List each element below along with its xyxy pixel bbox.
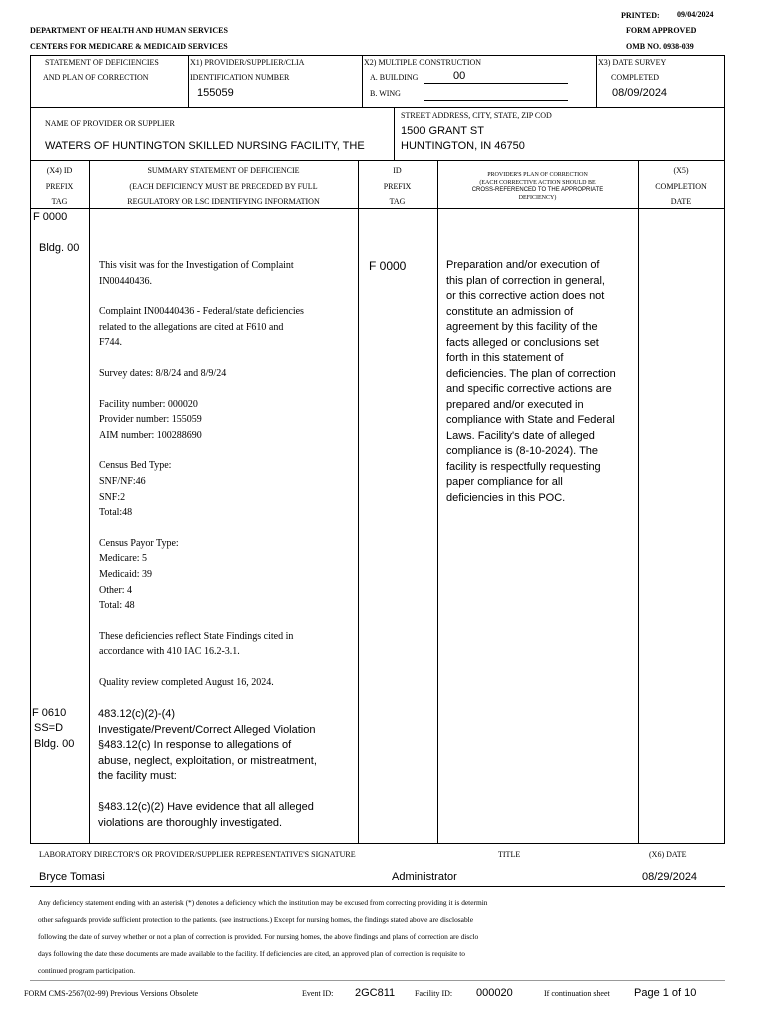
text-line: deficiencies. The plan of correction	[446, 367, 616, 380]
scope-severity: SS=D	[34, 722, 64, 734]
building-underline	[424, 83, 568, 84]
text-line: and specific corrective actions are	[446, 383, 612, 395]
text-line: IN00440436.	[99, 275, 153, 287]
col-rule-1	[89, 160, 90, 843]
paragraph	[99, 258, 354, 289]
provider-name: WATERS OF HUNTINGTON SKILLED NURSING FACILITY, THE	[45, 140, 365, 152]
text-line: prepared and/or executed in	[446, 398, 584, 411]
text-line: 483.12(c)(2)-(4)	[98, 708, 176, 720]
bldg-label-1: Bldg. 00	[39, 242, 80, 254]
text-line: abuse, neglect, exploitation, or mistreatment,	[98, 754, 317, 767]
text-line: Medicare: 5	[99, 553, 148, 565]
provider-id-number: 155059	[197, 87, 234, 99]
text-line: Survey dates: 8/8/24 and 8/9/24	[99, 367, 227, 379]
survey-completed-date: 08/09/2024	[612, 87, 668, 99]
text-line: These deficiencies reflect State Findings cited in	[99, 630, 294, 642]
text-line: Any deficiency statement ending with an asterisk (*) denotes a deficiency which the institution may be excused from correcting providing it is determin	[38, 898, 488, 907]
continuation-label: If continuation sheet	[544, 989, 610, 998]
text-line: Laws. Facility's date of alleged	[446, 429, 595, 442]
text-line: violations are thoroughly investigated.	[98, 816, 283, 829]
col3-header-1: ID	[393, 166, 402, 175]
text-line: Investigate/Prevent/Correct Alleged Violation	[98, 723, 316, 736]
address-label: STREET ADDRESS, CITY, STATE, ZIP COD	[401, 111, 552, 120]
top-box-left-rule	[30, 55, 31, 108]
statement-label-2: AND PLAN OF CORRECTION	[43, 73, 149, 82]
col2-header-3: REGULATORY OR LSC IDENTIFYING INFORMATION	[127, 197, 320, 206]
text-line: facts alleged or conclusions set	[446, 336, 599, 349]
omb-number: OMB NO. 0938-039	[626, 42, 694, 51]
provider-box-divider	[394, 107, 395, 161]
x2-label: X2) MULTIPLE CONSTRUCTION	[364, 58, 482, 67]
col1-header-3: TAG	[51, 197, 68, 206]
printed-label: PRINTED:	[621, 11, 660, 20]
paragraph	[99, 675, 354, 691]
building-label: A. BUILDING	[370, 73, 419, 82]
text-line: §483.12(c)(2) Have evidence that all alleged	[98, 800, 314, 813]
facility-id-value: 000020	[476, 987, 513, 999]
signature-label: LABORATORY DIRECTOR'S OR PROVIDER/SUPPLIER REPRESENTATIVE'S SIGNATURE	[39, 850, 356, 859]
text-line: the facility must:	[98, 770, 177, 783]
col-rule-3	[437, 160, 438, 843]
paragraph	[98, 707, 356, 785]
col4-header-1: PROVIDER'S PLAN OF CORRECTION	[487, 172, 588, 178]
top-box-top-rule	[30, 55, 725, 56]
provider-box-left-rule	[30, 107, 31, 161]
text-line: following the date of survey whether or not a plan of correction is provided. For nursing homes, the above findings and plans of correction are disclo	[38, 932, 479, 941]
plan-of-correction-f0000	[446, 258, 636, 506]
text-line: accordance with 410 IAC 16.2-3.1.	[99, 646, 240, 658]
text-line: or this corrective action does not	[446, 290, 605, 302]
top-box-bottom-rule	[30, 107, 725, 108]
form-approved: FORM APPROVED	[626, 26, 697, 35]
col5-header-2: COMPLETION	[655, 182, 707, 191]
col2-header-2: (EACH DEFICIENCY MUST BE PRECEDED BY FULL	[129, 182, 318, 191]
text-line: compliance is (8-10-2024). The	[446, 445, 599, 457]
top-box-divider-3	[596, 55, 597, 108]
text-line: this plan of correction in general,	[446, 274, 605, 287]
bldg-label-2: Bldg. 00	[34, 738, 75, 750]
facility-id-label: Facility ID:	[415, 989, 453, 998]
printed-date: 09/04/2024	[677, 10, 714, 19]
col4-header-3: CROSS-REFERENCED TO THE APPROPRIATE	[471, 187, 604, 193]
building-value: 00	[453, 70, 466, 82]
top-box-divider-1	[188, 55, 189, 108]
column-header-bottom-rule	[30, 208, 725, 209]
text-line: Census Payor Type:	[99, 537, 179, 549]
provider-box-bottom-rule	[30, 160, 725, 161]
text-line: Total: 48	[99, 600, 135, 612]
text-line: Total:48	[99, 507, 133, 519]
x3-label-2: COMPLETED	[611, 73, 659, 82]
col3-header-2: PREFIX	[383, 182, 412, 191]
text-line: SNF/NF:46	[99, 475, 146, 487]
col-rule-2	[358, 160, 359, 843]
text-line: This visit was for the Investigation of Complaint	[99, 260, 294, 271]
event-id-value: 2GC811	[355, 987, 396, 999]
text-line: AIM number: 100288690	[99, 429, 202, 441]
text-line: related to the allegations are cited at F610 and	[99, 321, 284, 333]
top-box-right-rule	[724, 55, 725, 108]
dept-cms: CENTERS FOR MEDICARE & MEDICAID SERVICES	[30, 42, 228, 51]
x1-label-2: IDENTIFICATION NUMBER	[190, 73, 290, 82]
col-rule-4	[638, 160, 639, 843]
text-line: §483.12(c) In response to allegations of	[98, 739, 292, 752]
text-line: agreement by this facility of the	[446, 321, 598, 333]
paragraph	[99, 304, 354, 351]
text-line: Complaint IN00440436 - Federal/state deficiencies	[99, 306, 304, 318]
summary-statement-f0000	[99, 258, 354, 705]
col1-header-2: PREFIX	[45, 182, 74, 191]
text-line: Facility number: 000020	[99, 398, 198, 410]
paragraph	[99, 397, 354, 444]
x6-date-label: (X6) DATE	[649, 850, 687, 859]
title-label: TITLE	[498, 850, 521, 859]
paragraph	[99, 458, 354, 520]
summary-statement-f0610	[98, 707, 356, 846]
tag-f0610: F 0610	[32, 707, 67, 719]
text-line: compliance with State and Federal	[446, 414, 615, 426]
x3-label-1: X3) DATE SURVEY	[598, 58, 667, 67]
text-line: other safeguards provide sufficient protection to the patients. (see instructions.) Except for nursing homes, the findings stated above are disclosable	[38, 915, 473, 924]
text-line: Census Bed Type:	[99, 460, 172, 472]
dept-hhs: DEPARTMENT OF HEALTH AND HUMAN SERVICES	[30, 26, 228, 35]
text-line: continued program participation.	[38, 966, 136, 975]
paragraph	[98, 800, 356, 831]
col3-header-3: TAG	[389, 197, 406, 206]
text-line: deficiencies in this POC.	[446, 491, 566, 504]
paragraph	[99, 536, 354, 614]
text-line: Other: 4	[99, 584, 133, 596]
text-line: F744.	[99, 337, 123, 349]
statement-label-1: STATEMENT OF DEFICIENCIES	[45, 58, 159, 67]
text-line: Preparation and/or execution of	[446, 259, 600, 271]
event-id-label: Event ID:	[302, 989, 334, 998]
wing-underline	[424, 100, 568, 101]
disclaimer-text	[38, 894, 728, 979]
paragraph	[99, 629, 354, 660]
text-line: days following the date these documents are made available to the facility. If deficiencies are cited, an approved plan of correction is requisite to	[38, 949, 465, 958]
page-number: Page 1 of 10	[634, 987, 697, 999]
col-rule-left	[30, 160, 31, 843]
provider-name-label: NAME OF PROVIDER OR SUPPLIER	[45, 119, 175, 128]
footer-rule	[30, 980, 725, 981]
signer-title: Administrator	[392, 871, 457, 883]
address-line-1: 1500 GRANT ST	[401, 125, 484, 137]
paragraph	[99, 366, 354, 382]
text-line: paper compliance for all	[446, 476, 563, 488]
col2-header-1: SUMMARY STATEMENT OF DEFICIENCIE	[147, 166, 300, 175]
col5-header-3: DATE	[670, 197, 692, 206]
top-box-divider-2	[362, 55, 363, 108]
text-line: forth in this statement of	[446, 352, 564, 364]
x1-label-1: X1) PROVIDER/SUPPLIER/CLIA	[190, 58, 305, 67]
address-line-2: HUNTINGTON, IN 46750	[401, 140, 525, 152]
text-line: Medicaid: 39	[99, 568, 153, 580]
signature-bottom-rule	[30, 886, 725, 887]
text-line: facility is respectfully requesting	[446, 460, 601, 473]
signer-name: Bryce Tomasi	[39, 871, 105, 883]
col1-header-1: (X4) ID	[46, 166, 73, 175]
id-tag-f0000: F 0000	[369, 259, 407, 273]
tag-f0000: F 0000	[33, 211, 68, 223]
signature-date: 08/29/2024	[642, 871, 698, 883]
text-line: constitute an admission of	[446, 305, 574, 318]
col4-header-4: DEFICIENCY)	[518, 195, 557, 201]
wing-label: B. WING	[370, 89, 401, 98]
col-rule-right	[724, 160, 725, 843]
text-line: Provider number: 155059	[99, 414, 202, 426]
text-line: Quality review completed August 16, 2024.	[99, 676, 274, 688]
provider-box-right-rule	[724, 107, 725, 161]
text-line: SNF:2	[99, 491, 126, 503]
form-number: FORM CMS-2567(02-99) Previous Versions Obsolete	[24, 989, 199, 998]
signature-top-rule	[30, 843, 725, 844]
col5-header-1: (X5)	[673, 166, 689, 175]
col4-header-2: (EACH CORRECTIVE ACTION SHOULD BE	[479, 180, 596, 186]
